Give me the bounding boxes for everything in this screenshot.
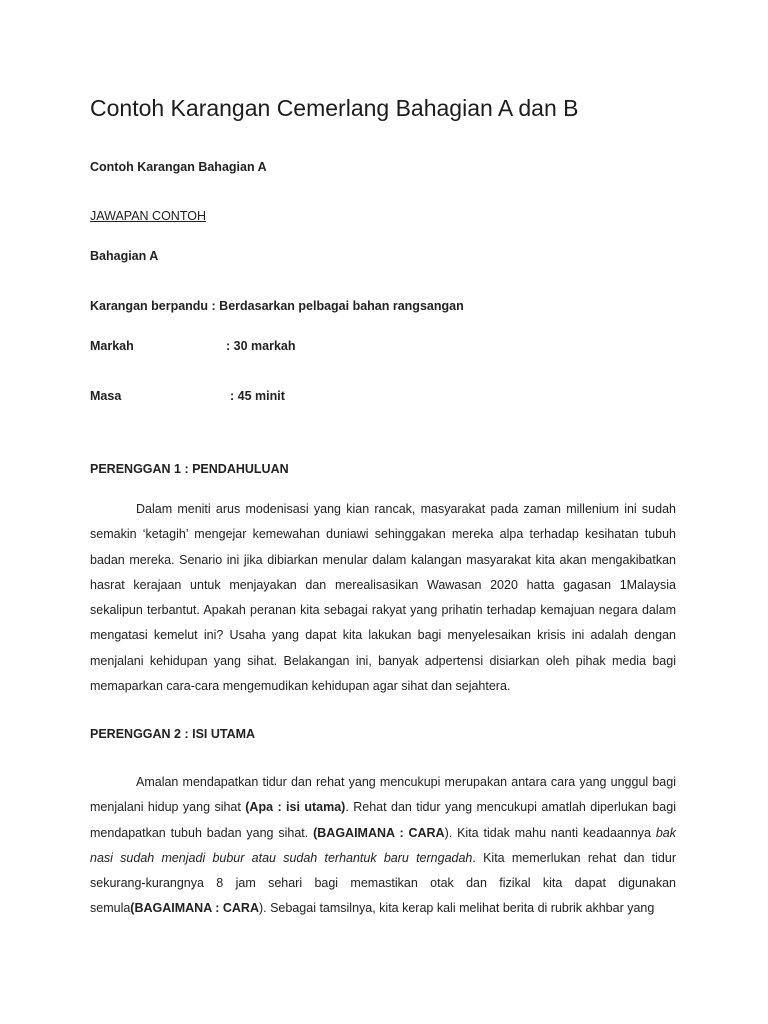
para2-text-3: ). Kita tidak mahu nanti keadaannya (444, 825, 656, 840)
para2-text-4: . Kita memerlukan rehat dan tidur sekurang-kurangnya 8 jam sehari bagi memastikan otak dan fizikal kita dapat digunakan semula (90, 850, 676, 916)
section-label: Bahagian A (90, 249, 159, 263)
time-value: : 45 minit (230, 389, 285, 403)
para2-bold-2: (BAGAIMANA : CARA (313, 825, 445, 840)
guided-essay-line: Karangan berpandu : Berdasarkan pelbagai bahan rangsangan (90, 299, 464, 313)
subtitle: Contoh Karangan Bahagian A (90, 160, 267, 174)
para1-heading: PERENGGAN 1 : PENDAHULUAN (90, 462, 289, 476)
time-row (90, 389, 285, 403)
para2-bold-1: (Apa : isi utama) (245, 800, 346, 815)
para2-body (90, 770, 676, 922)
para2-bold-3: (BAGAIMANA : CARA (130, 901, 259, 916)
para1-text: Dalam meniti arus modenisasi yang kian rancak, masyarakat pada zaman millenium ini sudah semakin ‘ketagih’ mengejar kemewahan duniawi sehinggakan mereka alpa terhadap kesihatan tubuh badan mereka. Senario ini jika dibiarkan menular dalam kalangan masyarakat kita akan mengakibatkan hasrat kerajaan untuk menjayakan dan merealisasikan Wawasan 2020 hatta gagasan 1Malaysia sekalipun terbantut. Apakah peranan kita sebagai rakyat yang prihatin terhadap kemajuan negara dalam mengatasi kemelut ini? Usaha yang dapat kita lakukan bagi menyelesaikan krisis ini adalah dengan menjalani kehidupan yang sihat. Belakangan ini, banyak adpertensi disiarkan oleh pihak media bagi memaparkan cara-cara mengemudikan kehidupan agar sihat dan sejahtera. (90, 502, 676, 694)
para1-body (90, 497, 676, 699)
para2-text-1: Amalan mendapatkan tidur dan rehat yang mencukupi merupakan antara cara yang unggul bagi menjalani hidup yang sihat (90, 775, 676, 815)
marks-label: Markah (90, 339, 134, 353)
answer-heading: JAWAPAN CONTOH (90, 209, 206, 223)
marks-value: : 30 markah (226, 339, 296, 353)
para2-text-2: . Rehat dan tidur yang mencukupi amatlah diperlukan bagi mendapatkan tubuh badan yang sihat. (90, 800, 676, 840)
time-label: Masa (90, 389, 122, 403)
marks-row (90, 339, 295, 353)
para2-heading: PERENGGAN 2 : ISI UTAMA (90, 727, 256, 741)
para2-italic-1: bak nasi sudah menjadi bubur atau sudah terhantuk baru terngadah (90, 825, 677, 865)
document-title: Contoh Karangan Cemerlang Bahagian A dan B (90, 95, 579, 121)
para2-text-5: ). Sebagai tamsilnya, kita kerap kali melihat berita di rubrik akhbar yang (258, 901, 655, 916)
